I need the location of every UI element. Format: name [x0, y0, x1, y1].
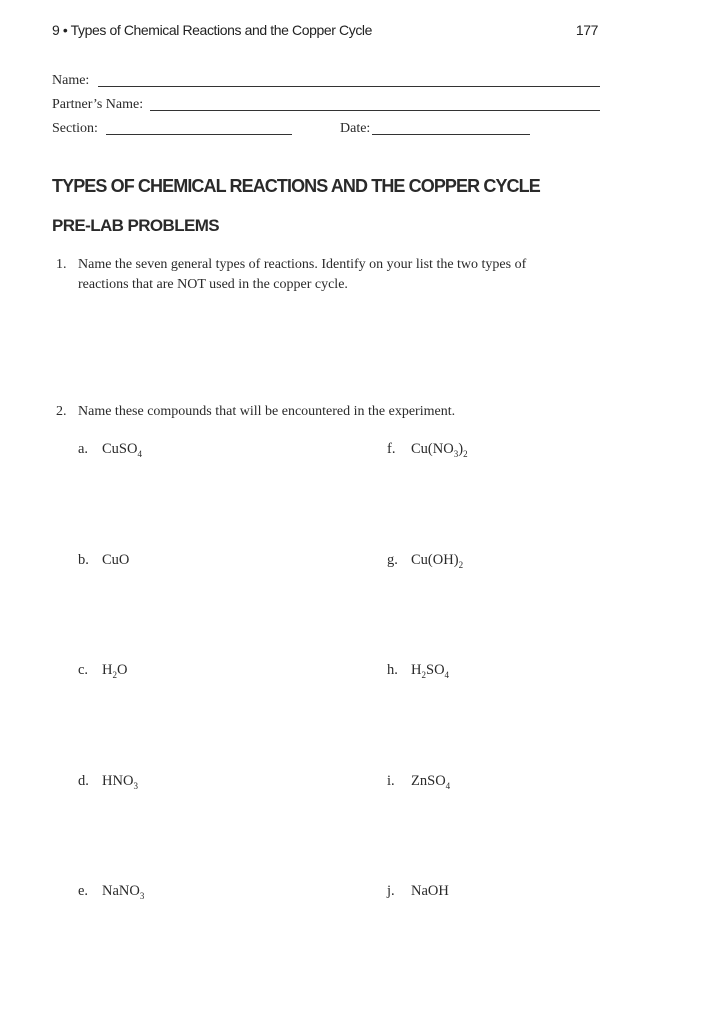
compound-formula: CuO: [102, 552, 130, 568]
compound-item: [78, 552, 129, 569]
date-line[interactable]: [372, 134, 530, 135]
running-header: 9 • Types of Chemical Reactions and the Copper Cycle: [52, 22, 373, 38]
page-title: TYPES OF CHEMICAL REACTIONS AND THE COPPER CYCLE: [52, 176, 540, 196]
name-line[interactable]: [98, 86, 600, 87]
compound-formula: NaNO$_3$: [102, 883, 145, 901]
compound-letter: b.: [78, 552, 89, 568]
compound-item: [78, 773, 138, 790]
compound-letter: f.: [387, 441, 396, 457]
compound-formula: $H_2O$: [102, 662, 128, 680]
question-1-text: Name the seven general types of reactions. Identify on your list the two types of reactions that are NOT used in the copper cycle.: [78, 257, 527, 292]
compound-formula: ZnSO$_4$: [411, 773, 451, 791]
section-heading: PRE-LAB PROBLEMS: [52, 216, 220, 235]
compound-item: [387, 441, 468, 458]
compound-item: [78, 883, 144, 900]
partner-name-label: Partner’s Name:: [52, 97, 144, 112]
section-line[interactable]: [106, 134, 292, 135]
compound-formula: $Cu(OH)_2$: [411, 552, 464, 570]
compound-letter: d.: [78, 773, 89, 789]
compound-item: [387, 662, 449, 679]
compound-item: [78, 441, 142, 458]
compound-formula: CuSO$_4$: [102, 441, 142, 459]
date-label: Date:: [340, 121, 371, 136]
compound-formula: NaOH: [411, 883, 449, 899]
compound-item: [387, 883, 449, 900]
name-label: Name:: [52, 73, 90, 88]
compound-formula: $Cu(NO_3)_2$: [411, 441, 468, 459]
compound-letter: c.: [78, 662, 89, 678]
question-2-number: 2.: [56, 404, 67, 419]
compound-letter: h.: [387, 662, 398, 678]
compound-formula: $H_2SO_4$: [411, 662, 450, 680]
compound-letter: j.: [387, 883, 395, 899]
compound-item: [387, 773, 450, 790]
compound-formula: $HNO_3$: [102, 773, 138, 791]
question-1-number: 1.: [56, 257, 67, 272]
compound-item: [78, 662, 127, 679]
compound-item: [387, 552, 463, 569]
compound-letter: g.: [387, 552, 398, 568]
section-label: Section:: [52, 121, 98, 136]
page-number: 177: [575, 22, 598, 38]
compound-letter: e.: [78, 883, 89, 899]
compound-letter: a.: [78, 441, 89, 457]
question-2-text: Name these compounds that will be encountered in the experiment.: [78, 404, 456, 419]
compound-letter: i.: [387, 773, 395, 789]
partner-name-line[interactable]: [150, 110, 600, 111]
